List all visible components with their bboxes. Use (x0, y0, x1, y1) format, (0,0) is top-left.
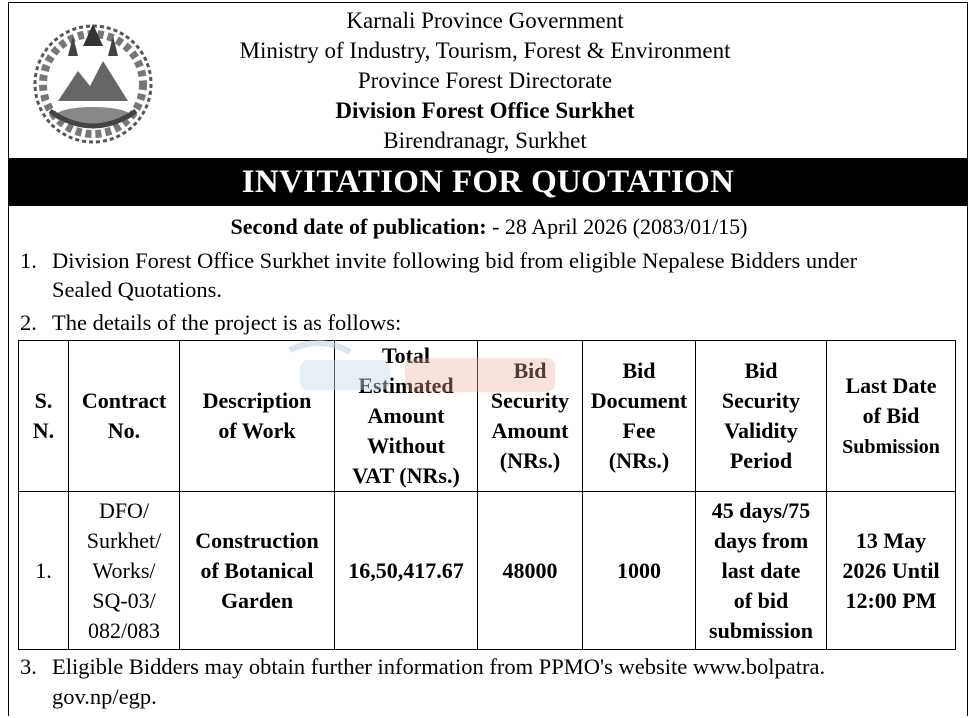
header-contract-no: Contract No. (69, 341, 180, 492)
cell-bid-security: 48000 (478, 492, 583, 650)
table-row (19, 492, 956, 650)
project-details-table (18, 340, 956, 650)
publication-date (0, 213, 978, 241)
item-text-continued: Sealed Quotations. (52, 277, 222, 302)
item-text: Division Forest Office Surkhet invite following bid from eligible Nepalese Bidders under (52, 248, 858, 273)
header-validity: Bid Security Validity Period (696, 341, 827, 492)
publication-label: Second date of publication: (230, 214, 487, 239)
cell-total-amount: 16,50,417.67 (335, 492, 478, 650)
publication-value: - 28 April 2026 (2083/01/15) (486, 214, 748, 239)
item-text: Eligible Bidders may obtain further information from PPMO's website www.bolpatra. (52, 654, 826, 679)
item-number: 2. (20, 310, 37, 335)
cell-description: Construction of Botanical Garden (180, 492, 335, 650)
cell-sn: 1. (19, 492, 69, 650)
cell-document-fee: 1000 (583, 492, 696, 650)
item-text: The details of the project is as follows: (52, 310, 402, 335)
header-directorate: Province Forest Directorate (357, 68, 613, 93)
header-address: Birendranagr, Surkhet (383, 128, 587, 153)
cell-last-date: 13 May 2026 Until 12:00 PM (827, 492, 956, 650)
item-number: 3. (20, 654, 37, 679)
item-number: 1. (20, 248, 37, 273)
cell-validity: 45 days/75 days from last date of bid submission (696, 492, 827, 650)
header-description: Description of Work (180, 341, 335, 492)
header-total-amount: Total Estimated Amount Without VAT (NRs.) (335, 341, 478, 492)
header-government: Karnali Province Government (346, 8, 624, 33)
header-last-date: Last Date of Bid Submission (827, 341, 956, 492)
header-sn: S. N. (19, 341, 69, 492)
table-header-row (19, 341, 956, 492)
cell-contract-no: DFO/ Surkhet/ Works/ SQ-03/ 082/083 (69, 492, 180, 650)
notice-title-banner: INVITATION FOR QUOTATION (8, 158, 968, 206)
header-document-fee: Bid Document Fee (NRs.) (583, 341, 696, 492)
header-ministry: Ministry of Industry, Tourism, Forest & Environment (239, 38, 731, 63)
item-text-continued: gov.np/egp. (52, 684, 157, 709)
header-office: Division Forest Office Surkhet (335, 98, 635, 123)
nepal-emblem-icon (28, 16, 158, 146)
header-bid-security: Bid Security Amount (NRs.) (478, 341, 583, 492)
